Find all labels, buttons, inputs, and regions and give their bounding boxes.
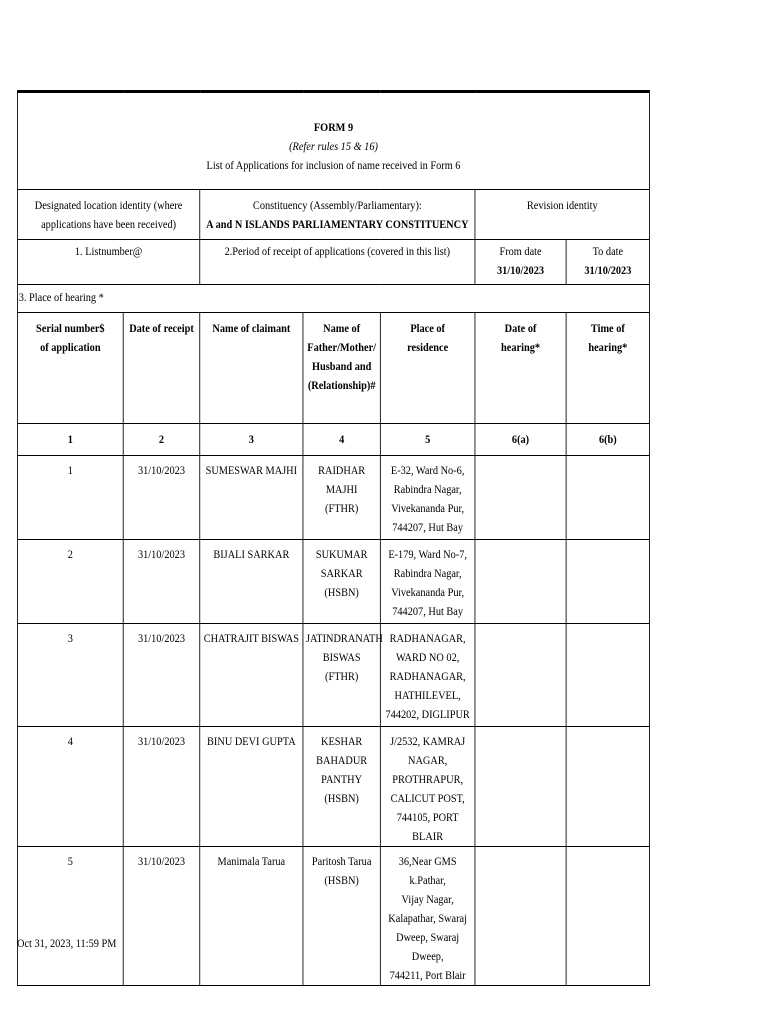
residence-line: Rabindra Nagar, (393, 482, 462, 496)
print-timestamp: Oct 31, 2023, 11:59 PM (17, 936, 117, 950)
period-cell (200, 240, 475, 285)
form-header (17, 92, 649, 190)
relation-line: SUKUMAR SARKAR (315, 547, 368, 580)
form-title: FORM 9 (313, 120, 354, 134)
residence-line: HATHILEVEL, (394, 688, 461, 702)
residence-line: CALICUT POST, (390, 791, 465, 805)
relation-line: (FTHR) (325, 501, 359, 515)
hearing-time-cell (566, 727, 649, 847)
col-header-claimant (200, 313, 303, 424)
list-number-cell (17, 240, 199, 285)
relation-line: KESHAR BAHADUR (316, 734, 368, 767)
date-cell: 31/10/2023 (123, 456, 200, 540)
col-header-residence-line1: Place of (410, 321, 445, 335)
form-subtitle: List of Applications for inclusion of name received in Form 6 (206, 158, 461, 172)
table-row (17, 847, 649, 986)
col-header-hearing-time (566, 313, 649, 424)
residence-cell (380, 727, 475, 847)
residence-line: RADHANAGAR, (389, 631, 466, 645)
col-header-date-receipt-text: Date of receipt (129, 321, 194, 335)
col-number: 3 (200, 424, 303, 456)
residence-line: PROTHRAPUR, (392, 772, 464, 786)
residence-line: 744207, Hut Bay (392, 604, 464, 618)
residence-line: 744202, DIGLIPUR (385, 707, 470, 721)
col-header-hearing-time-line1: Time of (590, 321, 625, 335)
residence-line: Vivekananda Pur, (391, 501, 465, 515)
residence-line: 744207, Hut Bay (392, 520, 464, 534)
to-date-value: 31/10/2023 (584, 263, 632, 277)
location-label-2: applications have been received) (41, 217, 177, 231)
relation-line: RAIDHAR MAJHI (318, 463, 366, 496)
residence-cell (380, 624, 475, 727)
col-header-relation (303, 313, 380, 424)
relation-cell (303, 540, 380, 624)
col-number: 6(a) (475, 424, 566, 456)
claimant-cell: CHATRAJIT BISWAS (200, 624, 303, 727)
relation-line: BISWAS (FTHR) (322, 650, 361, 683)
residence-line: Vijay Nagar, (401, 892, 454, 906)
hearing-date-cell (475, 456, 566, 540)
from-date-value: 31/10/2023 (497, 263, 545, 277)
col-header-date-receipt (123, 313, 200, 424)
serial-cell: 3 (17, 624, 123, 727)
residence-line: Dweep, Swaraj Dweep, (396, 930, 460, 963)
residence-line: E-179, Ward No-7, (388, 547, 467, 561)
col-header-serial-line1: Serial number$ (36, 321, 105, 335)
hearing-date-cell (475, 624, 566, 727)
residence-cell (380, 456, 475, 540)
claimant-cell: BIJALI SARKAR (200, 540, 303, 624)
to-date-label: To date (592, 244, 624, 258)
serial-cell: 5 (17, 847, 123, 986)
relation-line: (HSBN) (324, 585, 359, 599)
claimant-cell: SUMESWAR MAJHI (200, 456, 303, 540)
form-rules: (Refer rules 15 & 16) (289, 139, 378, 153)
constituency-label: Constituency (Assembly/Parliamentary): (252, 198, 422, 212)
period-label: 2.Period of receipt of applications (covered in this list) (224, 244, 451, 258)
residence-line: Kalapathar, Swaraj (388, 911, 467, 925)
col-header-residence-line2: residence (407, 340, 449, 354)
claimant-cell: BINU DEVI GUPTA (200, 727, 303, 847)
relation-line: JATINDRANATH (305, 631, 383, 645)
residence-line: RADHANAGAR, (389, 669, 466, 683)
relation-cell (303, 456, 380, 540)
revision-label: Revision identity (526, 198, 598, 212)
constituency-value: A and N ISLANDS PARLIAMENTARY CONSTITUENCY (206, 217, 469, 231)
serial-cell: 1 (17, 456, 123, 540)
hearing-time-cell (566, 847, 649, 986)
date-cell: 31/10/2023 (123, 727, 200, 847)
list-number-label: 1. Listnumber@ (74, 244, 143, 258)
residence-line: J/2532, KAMRAJ (390, 734, 466, 748)
hearing-time-cell (566, 540, 649, 624)
location-label-1: Designated location identity (where (34, 198, 183, 212)
hearing-time-cell (566, 456, 649, 540)
residence-line: Rabindra Nagar, (393, 566, 462, 580)
residence-line: WARD NO 02, (395, 650, 460, 664)
col-header-relation-line1: Name of (323, 321, 361, 335)
serial-cell: 4 (17, 727, 123, 847)
col-header-hearing-date (475, 313, 566, 424)
col-header-hearing-date-line1: Date of (504, 321, 537, 335)
col-header-hearing-date-line2: hearing* (501, 340, 541, 354)
revision-cell (475, 190, 650, 240)
hearing-time-cell (566, 624, 649, 727)
table-row (17, 540, 649, 624)
constituency-cell (200, 190, 475, 240)
from-date-cell (475, 240, 566, 285)
col-number: 6(b) (566, 424, 649, 456)
col-header-relation-line4: (Relationship)# (307, 378, 376, 392)
col-header-claimant-text: Name of claimant (212, 321, 291, 335)
residence-line: 744105, PORT BLAIR (396, 810, 459, 843)
date-cell: 31/10/2023 (123, 847, 200, 986)
relation-line: Paritosh Tarua (HSBN) (311, 854, 372, 887)
col-number: 2 (123, 424, 200, 456)
relation-cell (303, 624, 383, 727)
form9-table (17, 90, 650, 986)
place-of-hearing-label: 3. Place of hearing * (18, 290, 104, 304)
place-of-hearing-cell (17, 285, 649, 313)
residence-line: 744211, Port Blair (389, 968, 466, 982)
residence-line: Vivekananda Pur, (391, 585, 465, 599)
residence-cell (380, 540, 475, 624)
table-row (17, 456, 649, 540)
relation-cell (303, 847, 380, 986)
table-row (17, 727, 649, 847)
col-header-serial-line2: of application (40, 340, 101, 354)
col-header-serial (17, 313, 123, 424)
col-header-residence (380, 313, 475, 424)
col-number: 5 (380, 424, 475, 456)
relation-cell (303, 727, 380, 847)
residence-line: 36,Near GMS k.Pathar, (398, 854, 457, 887)
relation-line: PANTHY (HSBN) (321, 772, 363, 805)
from-date-label: From date (499, 244, 542, 258)
residence-cell (380, 847, 475, 986)
col-header-relation-line2: Father/Mother/ (307, 340, 377, 354)
col-header-relation-line3: Husband and (311, 359, 372, 373)
col-header-hearing-time-line2: hearing* (588, 340, 628, 354)
col-number: 4 (303, 424, 380, 456)
to-date-cell (566, 240, 649, 285)
hearing-date-cell (475, 847, 566, 986)
location-cell (17, 190, 199, 240)
residence-line: NAGAR, (408, 753, 448, 767)
serial-cell: 2 (17, 540, 123, 624)
hearing-date-cell (475, 727, 566, 847)
hearing-date-cell (475, 540, 566, 624)
col-number: 1 (17, 424, 123, 456)
table-row (17, 624, 649, 727)
claimant-cell: Manimala Tarua (200, 847, 303, 986)
residence-line: E-32, Ward No-6, (390, 463, 465, 477)
date-cell: 31/10/2023 (123, 624, 200, 727)
date-cell: 31/10/2023 (123, 540, 200, 624)
